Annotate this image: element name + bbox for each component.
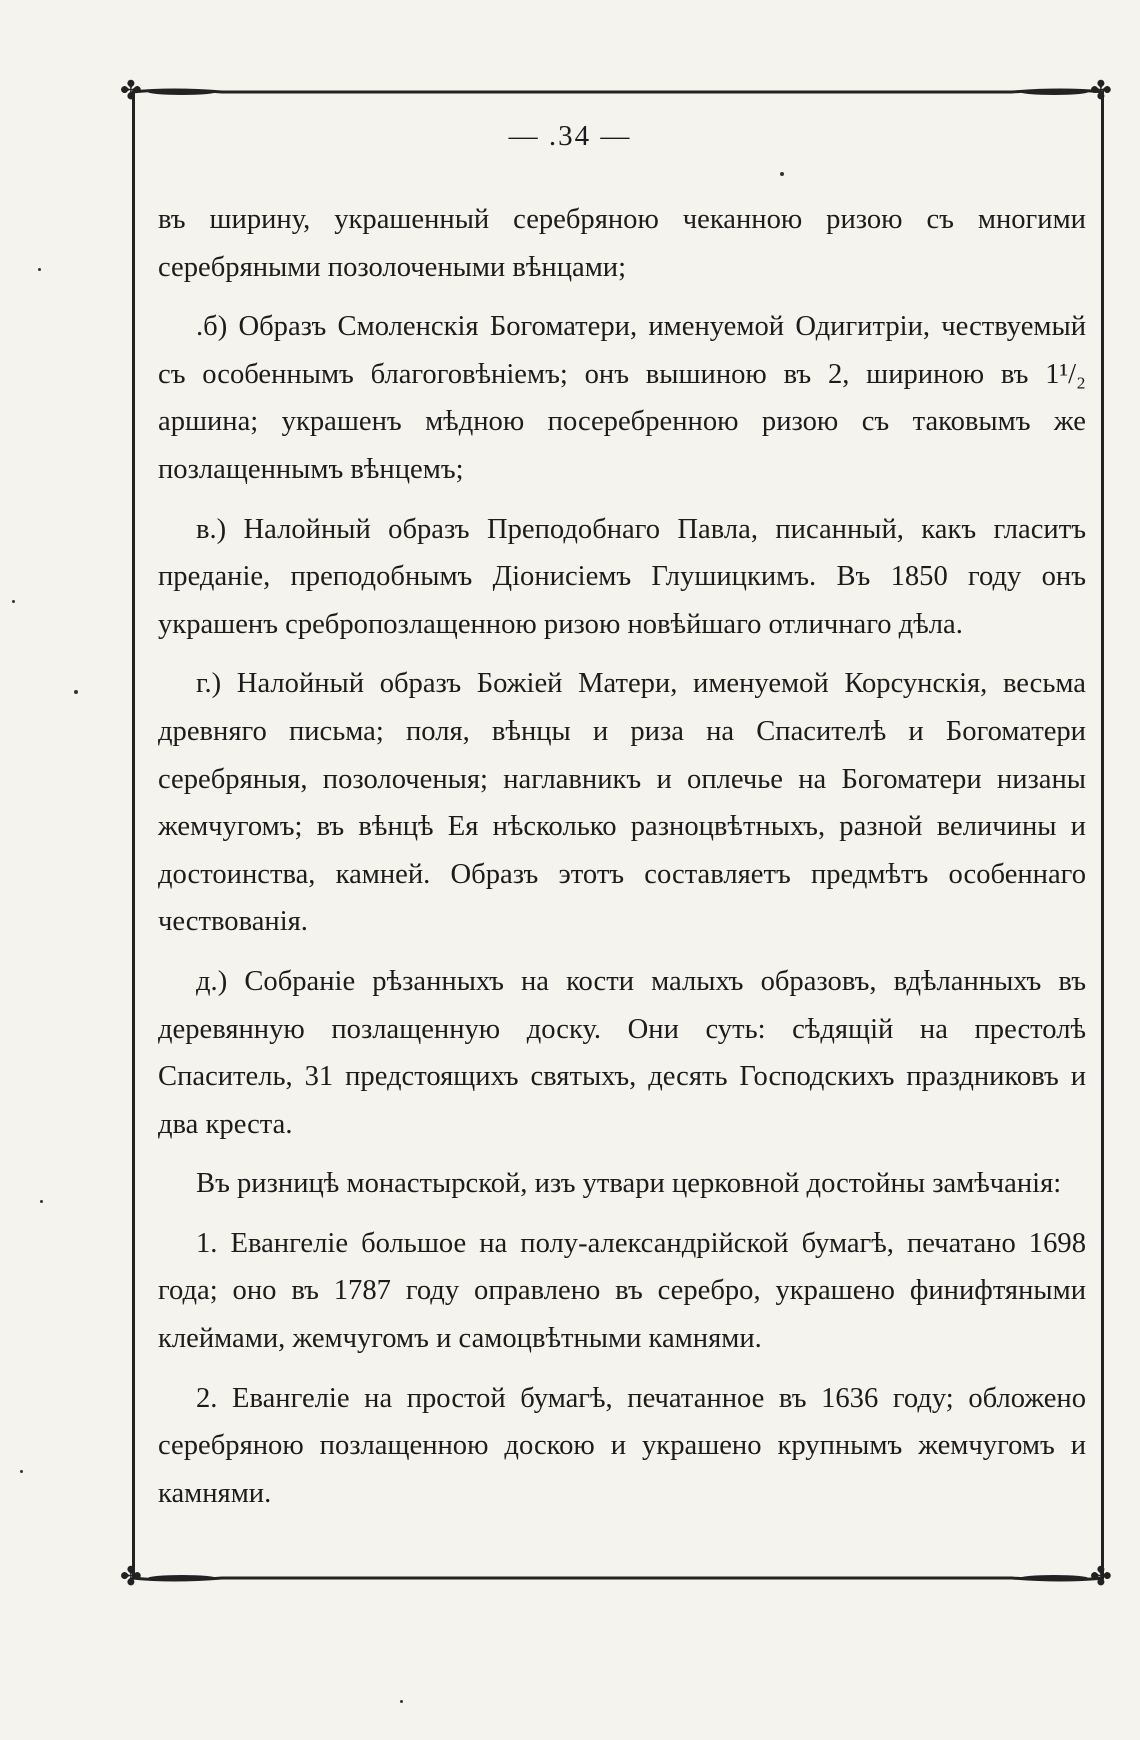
scan-speck — [780, 172, 784, 176]
paragraph-item-v: в.) Налойный образъ Преподобнаго Павла, писанный, какъ гласитъ преданіе, преподобнымъ Діонисіемъ Глушицкимъ. Въ 1850 году онъ украшенъ сребропозлащенною ризою новѣйшаго отличнаго дѣла. — [158, 513, 1086, 640]
paragraph-sacristy-intro: Въ ризницѣ монастырской, изъ утвари церковной достойны замѣчанія: — [196, 1168, 1062, 1200]
corner-ornament-icon: ✤ — [120, 1562, 142, 1591]
page-body-text — [158, 196, 1086, 1529]
paragraph-continuation: въ ширину, украшенный серебряною чеканною ризою съ многими серебряными позолочеными вѣнцами; — [158, 204, 1086, 283]
paragraph-gospel-2: 2. Евангеліе на простой бумагѣ, печатанное въ 1636 году; обложено серебряною позлащенною доскою и украшено крупнымъ жемчугомъ и камнями. — [158, 1382, 1086, 1509]
corner-ornament-icon: ✤ — [120, 76, 142, 105]
page-number: — .34 — — [508, 120, 632, 152]
scan-speck — [20, 1470, 23, 1473]
paragraph-item-b: .б) Образъ Смоленскія Богоматери, именуемой Одигитріи, чествуемый съ особеннымъ благоговѣніемъ; онъ вышиною въ 2, шириною въ 1¹/₂ аршина; украшенъ мѣдною посеребренною ризою съ таковымъ же позлащеннымъ вѣнцемъ; — [158, 311, 1086, 485]
paragraph-item-d: д.) Собраніе рѣзанныхъ на кости малыхъ образовъ, вдѣланныхъ въ деревянную позлащенную доску. Они суть: сѣдящій на престолѣ Спаситель, 31 предстоящихъ святыхъ, десять Господскихъ праздниковъ и два креста. — [158, 965, 1086, 1140]
paragraph-item-g: г.) Налойный образъ Божіей Матери, именуемой Корсунскія, весьма древняго письма; поля, вѣнцы и риза на Спасителѣ и Богоматери серебряныя, позолоченыя; наглавникъ и оплечье на Богоматери низаны жемчугомъ; въ вѣнцѣ Ея нѣсколько разноцвѣтныхъ, разной величины и достоинства, камней. Образъ этотъ составляетъ предмѣтъ особеннаго чествованія. — [158, 668, 1086, 938]
bottom-ornamental-rule — [132, 1574, 1104, 1582]
scan-speck — [12, 600, 15, 603]
corner-ornament-icon: ✤ — [1090, 1562, 1112, 1591]
corner-ornament-icon: ✤ — [1090, 76, 1112, 105]
paragraph-gospel-1: 1. Евангеліе большое на полу-александрійской бумагѣ, печатано 1698 года; оно въ 1787 году оправлено въ серебро, украшено финифтяными клеймами, жемчугомъ и самоцвѣтными камнями. — [158, 1227, 1086, 1355]
scan-speck — [400, 1700, 403, 1703]
scan-speck — [40, 1200, 43, 1203]
scan-speck — [38, 268, 41, 271]
top-ornamental-rule — [132, 88, 1104, 96]
scan-speck — [74, 690, 78, 694]
